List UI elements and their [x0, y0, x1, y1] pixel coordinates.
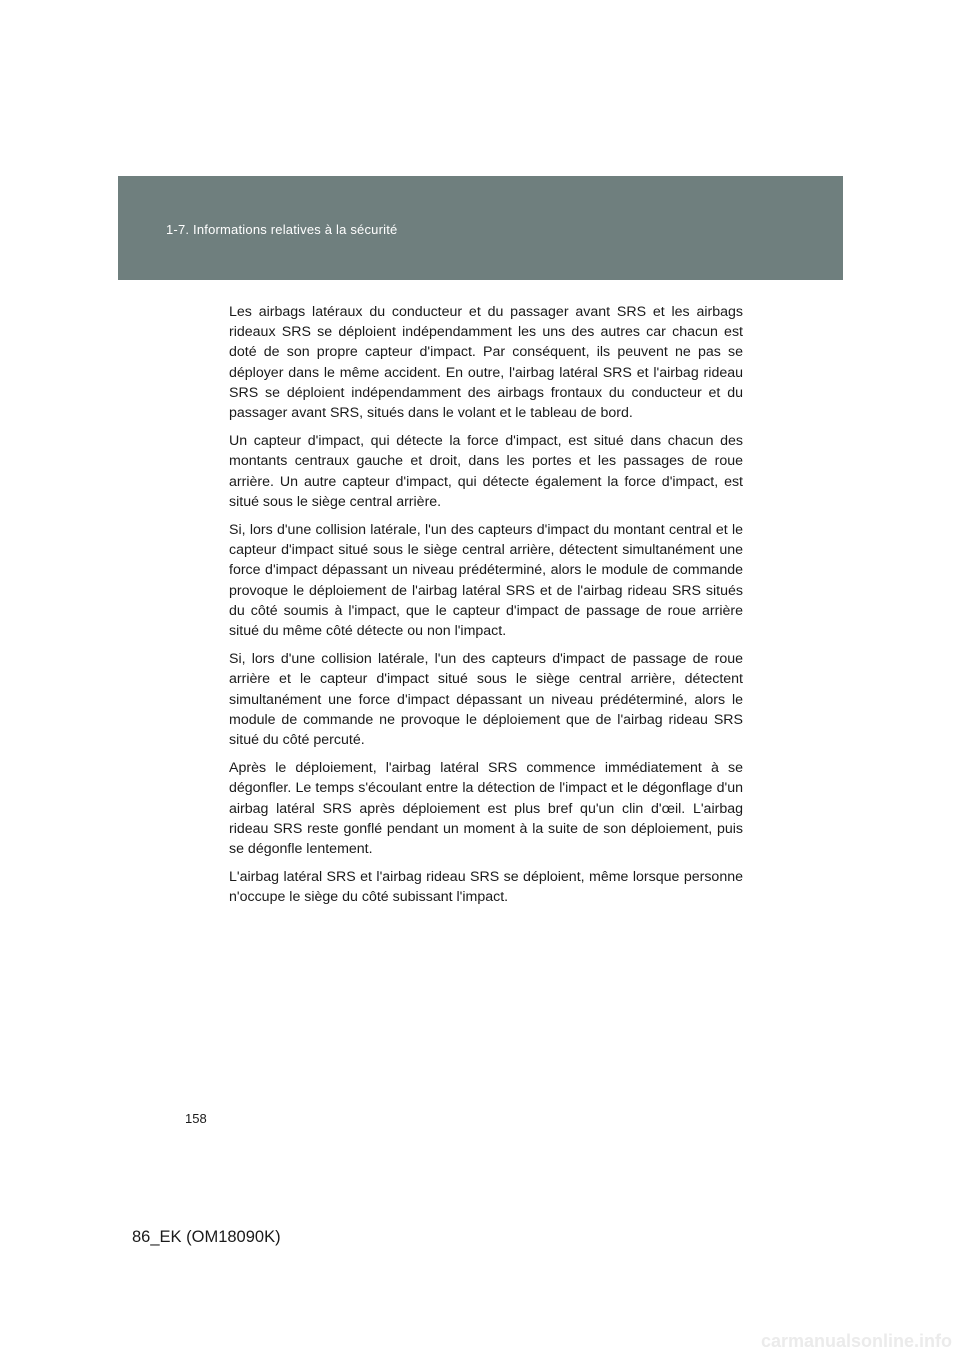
- paragraph: Les airbags latéraux du conducteur et du passager avant SRS et les airbags rideaux SRS se déploient indépendamment les uns des autres car chacun est doté de son propre capteur d'impact. Par conséquent, ils peuvent ne pas se déployer dans le même accident. En outre, l'airbag latéral SRS et l'airbag rideau SRS se déploient indépendamment des airbags frontaux du conducteur et du passager avant SRS, situés dans le volant et le tableau de bord.: [229, 304, 743, 422]
- section-header-band: [118, 176, 843, 280]
- page-number: 158: [185, 1111, 207, 1126]
- paragraph: Un capteur d'impact, qui détecte la force d'impact, est situé dans chacun des montants centraux gauche et droit, dans les portes et les passages de roue arrière. Un autre capteur d'impact, qui détecte également la force d'impact, est situé sous le siège central arrière.: [229, 433, 743, 510]
- document-code: 86_EK (OM18090K): [132, 1228, 281, 1246]
- body-text: [229, 302, 743, 916]
- section-title: 1-7. Informations relatives à la sécurité: [166, 222, 398, 237]
- paragraph: Si, lors d'une collision latérale, l'un des capteurs d'impact de passage de roue arrière et le capteur d'impact situé sous le siège central arrière, détectent simultanément une force d'impact dépassant un niveau prédéterminé, alors le module de commande ne provoque le déploiement que de l'airbag rideau SRS situé du côté percuté.: [229, 651, 743, 749]
- paragraph: Après le déploiement, l'airbag latéral SRS commence immédiatement à se dégonfler. Le temps s'écoulant entre la détection de l'impact et le dégonflage d'un airbag latéral SRS après déploiement est plus bref qu'un clin d'œil. L'airbag rideau SRS reste gonflé pendant un moment à la suite de son déploiement, puis se dégonfle lentement.: [229, 760, 743, 858]
- paragraph: L'airbag latéral SRS et l'airbag rideau SRS se déploient, même lorsque personne n'occupe le siège du côté subissant l'impact.: [229, 869, 743, 906]
- watermark: carmanualsonline.info: [760, 1331, 952, 1351]
- paragraph: Si, lors d'une collision latérale, l'un des capteurs d'impact du montant central et le capteur d'impact situé sous le siège central arrière, détectent simultanément une force d'impact dépassant un niveau prédéterminé, alors le module de commande provoque le déploiement de l'airbag latéral SRS et de l'airbag rideau SRS situés du côté soumis à l'impact, que le capteur d'impact de passage de roue arrière situé du même côté détecte ou non l'impact.: [229, 522, 743, 640]
